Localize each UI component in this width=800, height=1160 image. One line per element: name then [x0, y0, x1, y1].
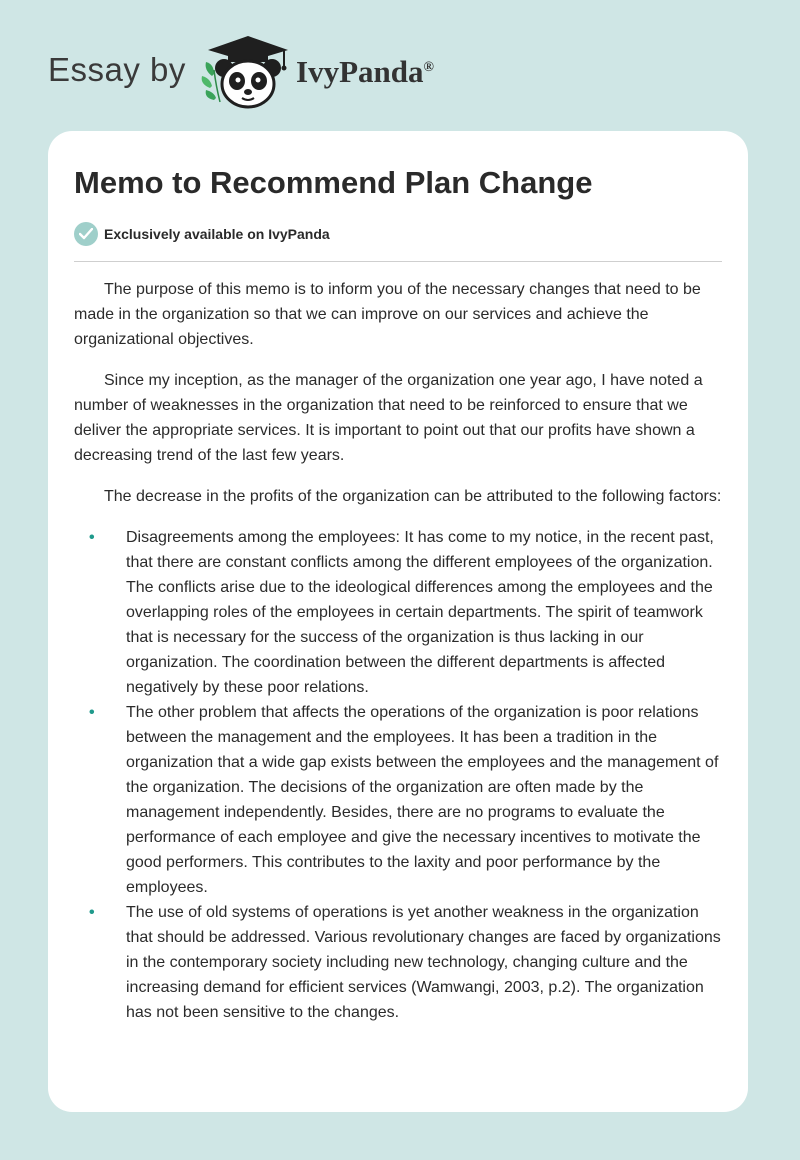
- essay-by-label: Essay by: [48, 51, 186, 88]
- essay-card: [48, 131, 748, 1112]
- ivypanda-logo-text[interactable]: [296, 52, 434, 92]
- list-item-text: The other problem that affects the operations of the organization is poor relations between the management and the employees. It has been a tradition in the organization that a wide gap exists between the employees and the management of the organization. The decisions of the organization are often made by the management independently. Besides, there are no programs to evaluate the performance of each employee and give the necessary incentives to motivate the good performers. This contributes to the laxity and poor performance by the employees.: [126, 704, 719, 896]
- bullet-icon: •: [89, 704, 95, 721]
- list-item-text: The use of old systems of operations is yet another weakness in the organization that should be addressed. Various revolutionary changes are faced by organizations in the contemporary society including new technology, changing culture and the increasing demand for efficient services (Wamwangi, 2003, p.2). The organization has not been sensitive to the changes.: [126, 904, 721, 1021]
- bullet-icon: •: [89, 904, 95, 921]
- bullet-icon: •: [89, 529, 95, 546]
- site-header: [0, 0, 800, 120]
- paragraph: Since my inception, as the manager of the organization one year ago, I have noted a number of weaknesses in the organization that need to be reinforced to ensure that we deliver the appropriate services. It is important to point out that our profits have shown a decreasing trend of the last few years.: [74, 372, 703, 464]
- registered-mark: ®: [423, 60, 434, 75]
- factor-list: [74, 525, 724, 1025]
- page-title: Memo to Recommend Plan Change: [74, 165, 593, 200]
- paragraph: The decrease in the profits of the organization can be attributed to the following factors:: [104, 488, 722, 505]
- list-item: [74, 900, 724, 1025]
- list-item: [74, 700, 724, 900]
- list-item: [74, 525, 724, 700]
- essay-body: [74, 277, 724, 1025]
- check-icon: [74, 222, 98, 246]
- divider: [74, 261, 722, 262]
- exclusive-badge-label: Exclusively available on IvyPanda: [104, 226, 330, 242]
- paragraph: The purpose of this memo is to inform you of the necessary changes that need to be made in the organization so that we can improve on our services and achieve the organizational objectives.: [74, 281, 701, 348]
- list-item-text: Disagreements among the employees: It has come to my notice, in the recent past, that there are constant conflicts among the different employees of the organization. The conflicts arise due to the ideological differences among the employees and the overlapping roles of the employees in certain departments. The spirit of teamwork that is necessary for the success of the organization is thus lacking in our organization. The coordination between the different departments is affected negatively by these poor relations.: [126, 529, 714, 696]
- exclusive-badge: [74, 222, 330, 246]
- brand-name: IvyPanda: [296, 54, 424, 89]
- panda-graduate-icon[interactable]: [198, 30, 294, 112]
